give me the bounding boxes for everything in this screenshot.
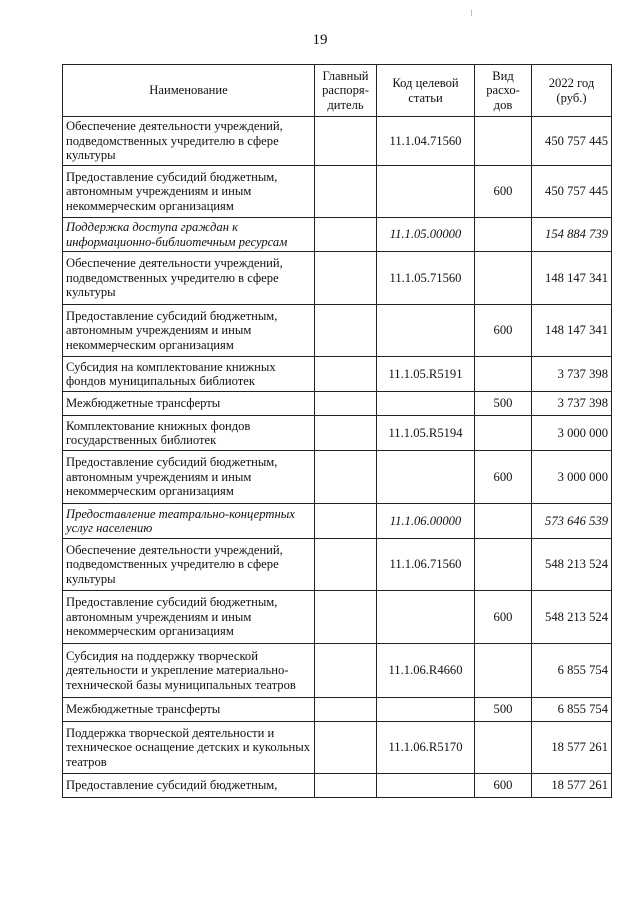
- cell-amount: 18 577 261: [532, 774, 612, 798]
- cell-admin: [315, 252, 377, 305]
- cell-amount: 3 000 000: [532, 451, 612, 504]
- table-row: [63, 591, 612, 644]
- cell-name: Обеспечение деятельности учреждений, подведомственных учредителю в сфере культуры: [63, 117, 315, 166]
- cell-admin: [315, 722, 377, 774]
- cell-admin: [315, 392, 377, 416]
- cell-name: Предоставление субсидий бюджетным,: [63, 774, 315, 798]
- table-row: [63, 774, 612, 798]
- cell-amount: 548 213 524: [532, 591, 612, 644]
- cell-type: [475, 117, 532, 166]
- cell-admin: [315, 539, 377, 591]
- cell-amount: 18 577 261: [532, 722, 612, 774]
- table-row: [63, 722, 612, 774]
- cell-code: 11.1.05.R5191: [377, 357, 475, 392]
- cell-type: [475, 252, 532, 305]
- cell-name: Субсидия на комплектование книжных фондов муниципальных библиотек: [63, 357, 315, 392]
- cell-name: Предоставление субсидий бюджетным, автономным учреждениям и иным некоммерческим организациям: [63, 305, 315, 357]
- cell-code: [377, 305, 475, 357]
- table-row: [63, 644, 612, 698]
- cell-amount: 3 000 000: [532, 416, 612, 451]
- table-row: [63, 416, 612, 451]
- cell-name: Предоставление театрально-концертных услуг населению: [63, 504, 315, 539]
- cell-code: [377, 166, 475, 218]
- cell-type: 600: [475, 305, 532, 357]
- cell-name: Предоставление субсидий бюджетным, автономным учреждениям и иным некоммерческим организациям: [63, 166, 315, 218]
- table-body: [63, 117, 612, 798]
- table-row: [63, 166, 612, 218]
- table-row: [63, 357, 612, 392]
- cell-name: Комплектование книжных фондов государственных библиотек: [63, 416, 315, 451]
- cell-code: 11.1.06.R5170: [377, 722, 475, 774]
- cell-name: Субсидия на поддержку творческой деятельности и укрепление материально-технической базы муниципальных театров: [63, 644, 315, 698]
- header-admin: Главный распоря-дитель: [315, 65, 377, 117]
- header-code: Код целевой статьи: [377, 65, 475, 117]
- cell-type: [475, 504, 532, 539]
- cell-amount: 3 737 398: [532, 357, 612, 392]
- cell-code: 11.1.05.00000: [377, 218, 475, 252]
- cell-type: 600: [475, 451, 532, 504]
- table-row: [63, 451, 612, 504]
- cell-admin: [315, 774, 377, 798]
- table-row: [63, 218, 612, 252]
- cell-amount: 154 884 739: [532, 218, 612, 252]
- cell-type: 600: [475, 591, 532, 644]
- cell-amount: 450 757 445: [532, 166, 612, 218]
- cell-code: 11.1.06.R4660: [377, 644, 475, 698]
- cell-name: Поддержка доступа граждан к информационно-библиотечным ресурсам: [63, 218, 315, 252]
- page-number: 19: [312, 32, 328, 48]
- table-header-row: [63, 65, 612, 117]
- cell-code: [377, 698, 475, 722]
- cell-amount: 148 147 341: [532, 252, 612, 305]
- cell-type: [475, 539, 532, 591]
- cell-amount: 3 737 398: [532, 392, 612, 416]
- cell-name: Межбюджетные трансферты: [63, 392, 315, 416]
- cell-name: Предоставление субсидий бюджетным, автономным учреждениям и иным некоммерческим организациям: [63, 451, 315, 504]
- scan-mark: [471, 10, 472, 16]
- cell-code: [377, 591, 475, 644]
- header-type: Вид расхо-дов: [475, 65, 532, 117]
- cell-type: [475, 722, 532, 774]
- cell-amount: 6 855 754: [532, 698, 612, 722]
- header-name: Наименование: [63, 65, 315, 117]
- cell-amount: 450 757 445: [532, 117, 612, 166]
- cell-amount: 6 855 754: [532, 644, 612, 698]
- budget-table: [62, 64, 612, 798]
- cell-admin: [315, 305, 377, 357]
- table-row: [63, 117, 612, 166]
- cell-name: Обеспечение деятельности учреждений, подведомственных учредителю в сфере культуры: [63, 252, 315, 305]
- cell-name: Обеспечение деятельности учреждений, подведомственных учредителю в сфере культуры: [63, 539, 315, 591]
- cell-code: [377, 451, 475, 504]
- cell-code: 11.1.05.71560: [377, 252, 475, 305]
- header-amount: 2022 год (руб.): [532, 65, 612, 117]
- cell-code: 11.1.04.71560: [377, 117, 475, 166]
- cell-code: 11.1.06.00000: [377, 504, 475, 539]
- cell-admin: [315, 416, 377, 451]
- cell-type: 600: [475, 774, 532, 798]
- cell-admin: [315, 357, 377, 392]
- cell-name: Поддержка творческой деятельности и техническое оснащение детских и кукольных театров: [63, 722, 315, 774]
- cell-admin: [315, 644, 377, 698]
- cell-admin: [315, 698, 377, 722]
- cell-type: [475, 218, 532, 252]
- cell-code: 11.1.06.71560: [377, 539, 475, 591]
- cell-name: Межбюджетные трансферты: [63, 698, 315, 722]
- cell-code: 11.1.05.R5194: [377, 416, 475, 451]
- cell-amount: 548 213 524: [532, 539, 612, 591]
- cell-admin: [315, 591, 377, 644]
- cell-type: 500: [475, 392, 532, 416]
- cell-type: 600: [475, 166, 532, 218]
- cell-type: [475, 357, 532, 392]
- cell-admin: [315, 504, 377, 539]
- table-row: [63, 698, 612, 722]
- table-row: [63, 252, 612, 305]
- table-row: [63, 504, 612, 539]
- cell-code: [377, 774, 475, 798]
- cell-type: [475, 644, 532, 698]
- table-row: [63, 392, 612, 416]
- table-row: [63, 539, 612, 591]
- cell-amount: 573 646 539: [532, 504, 612, 539]
- cell-name: Предоставление субсидий бюджетным, автономным учреждениям и иным некоммерческим организациям: [63, 591, 315, 644]
- cell-type: [475, 416, 532, 451]
- cell-amount: 148 147 341: [532, 305, 612, 357]
- cell-code: [377, 392, 475, 416]
- table-row: [63, 305, 612, 357]
- cell-admin: [315, 117, 377, 166]
- cell-admin: [315, 166, 377, 218]
- cell-type: 500: [475, 698, 532, 722]
- cell-admin: [315, 218, 377, 252]
- cell-admin: [315, 451, 377, 504]
